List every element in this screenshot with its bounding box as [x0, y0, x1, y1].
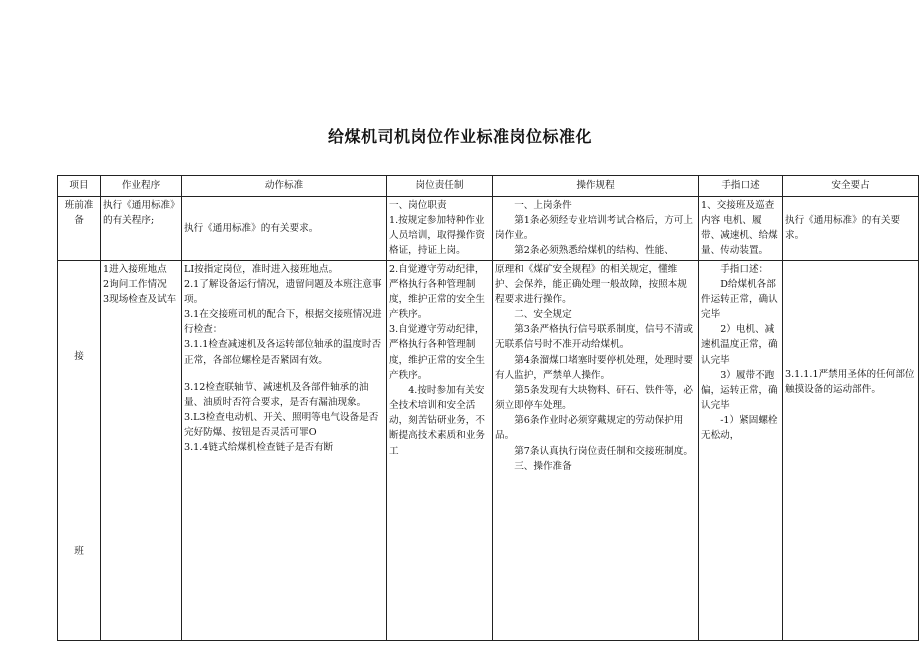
duty-line: 1.按规定参加特种作业人员培训，取得操作资格证，持证上岗。	[389, 215, 485, 257]
rules-line: 原理和《煤矿安全规程》的相关规定，懂维护、会保养，能正确处理一般故障，按照本规程要求进行操作。	[495, 263, 687, 305]
finger-line: D给煤机各部件运转正常，确认完毕	[701, 278, 778, 321]
procedure-step: 1进入接班地点	[103, 263, 167, 275]
finger-line: 2）电机、减速机温度正常，确认完毕	[701, 324, 778, 366]
rules-line: 第2条必须熟悉给煤机的结构、性能、	[514, 245, 674, 257]
rules-line: 第3条严格执行信号联系制度，信号不清或无联系信号时不准开动给煤机。	[495, 324, 693, 351]
action-line: 3.L3检查电动机、开关、照明等电气设备是否完好防爆、按钮是否灵活可罪O	[184, 412, 379, 439]
cell-action: 执行《通用标准》的有关要求。	[182, 197, 387, 261]
procedure-step: 3现场检查及试车	[103, 293, 177, 305]
rules-line: 第6条作业时必须穿戴规定的劳动保护用品。	[495, 415, 684, 442]
action-line: 3.1.1检查减速机及各运转部位轴承的温度时否正常，各部位螺栓是否紧固有效。	[184, 339, 382, 366]
rules-line: 第5条发现有大块物料、矸石、铁件等，必须立即停车处理。	[495, 384, 693, 412]
cell-procedure: 执行《通用标准》的有关程序;	[101, 197, 182, 261]
cell-item	[58, 260, 101, 640]
table-row	[58, 260, 919, 640]
rules-line: 第7条认真执行岗位责任制和交接班制度。	[514, 445, 693, 457]
cell-safety: 3.1.1.1严禁用圣体的任何部位触摸设备的运动部件。	[783, 260, 919, 640]
document-title: 给煤机司机岗位作业标准岗位标准化	[327, 127, 592, 146]
header-safety: 安全要占	[783, 176, 919, 197]
action-line: 3.1.4链式给煤机检查链子是否有断	[184, 442, 334, 454]
header-row	[58, 176, 919, 197]
header-action: 动作标准	[182, 176, 387, 197]
duty-line: 3.自觉遵守劳动纪律，严格执行各种管理制度，维护正常的安全生产秩序。	[389, 324, 485, 381]
duty-heading: 一、岗位职责	[389, 200, 447, 211]
cell-finger	[699, 260, 783, 640]
cell-rules	[493, 260, 699, 640]
header-procedure: 作业程序	[101, 176, 182, 197]
cell-rules	[493, 197, 699, 261]
rules-heading: 三、操作准备	[514, 460, 572, 472]
item-char-bottom: 班	[74, 546, 84, 558]
header-duty: 岗位责任制	[387, 176, 493, 197]
cell-procedure	[101, 260, 182, 640]
header-item: 项目	[58, 176, 101, 197]
item-char-top: 接	[74, 350, 84, 362]
procedure-step: 2询问工作情况	[103, 278, 167, 290]
action-line: 3.1在交接班司机的配合下，根据交接班情况进行检查：	[184, 309, 382, 336]
action-line: 3.12检查联轴节、减速机及各部件轴承的油量、油质时否符合要求，是否有漏油现象。	[184, 381, 369, 408]
duty-line: 2.自觉遵守劳动纪律，严格执行各种管理制度，维护正常的安全生产秩序。	[389, 263, 485, 321]
cell-finger: 1、交接班及巡查内容 电机、履带、减速机、给煤量、传动装置。	[699, 197, 783, 261]
rules-heading: 二、安全规定	[514, 309, 572, 321]
cell-action	[182, 260, 387, 640]
header-finger: 手指口述	[699, 176, 783, 197]
duty-line: 4.按时参加有关安全技术培训和安全活动，刻苦钻研业务，不断提高技术素质和业务工	[389, 384, 485, 457]
cell-safety: 执行《通用标准》的有关要求。	[783, 197, 919, 261]
cell-duty	[387, 260, 493, 640]
finger-line: 手指口述：	[720, 263, 769, 275]
cell-item: 班前准备	[58, 197, 101, 261]
finger-line: -1）紧固螺栓无松动，	[701, 415, 778, 442]
header-rules: 操作规程	[493, 176, 699, 197]
cell-duty	[387, 197, 493, 261]
table-row	[58, 197, 919, 261]
finger-line: 3）履带不跑偏，运转正常，确认完毕	[701, 369, 778, 412]
rules-heading: 一、上岗条件	[514, 200, 572, 211]
action-line: LI按指定岗位，准时进入接班地点。	[184, 263, 339, 275]
standard-table	[57, 175, 919, 641]
rules-line: 第4条溜煤口堵塞时要停机处理，处理时要有人监护，严禁单人操作。	[495, 354, 693, 381]
rules-line: 第1条必须经专业培训考试合格后，方可上岗作业。	[495, 215, 693, 242]
action-line: 2.1了解设备运行情况，遗留问题及本班注意事项。	[184, 278, 382, 305]
